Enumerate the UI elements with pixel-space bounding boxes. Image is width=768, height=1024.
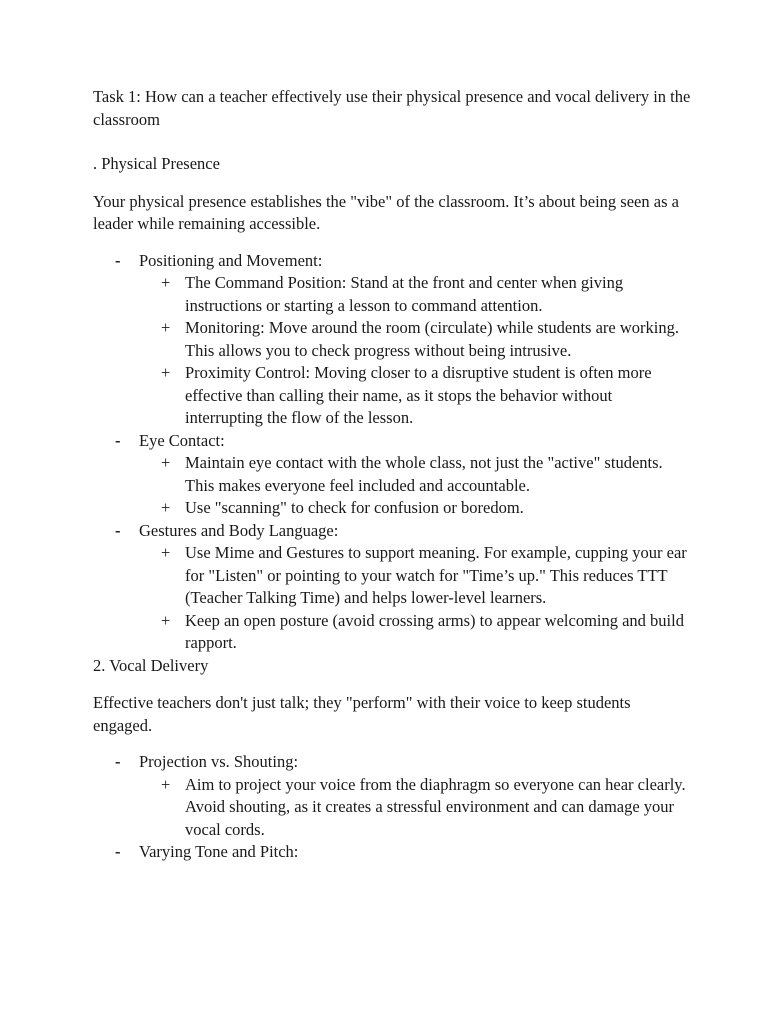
- list-item-label: Positioning and Movement:: [139, 250, 323, 270]
- plus-bullet: +: [161, 363, 171, 382]
- plus-bullet: +: [161, 543, 171, 562]
- sublist-item-text: The Command Position: Stand at the front and center when giving instructions or starting a lesson to command attention.: [185, 273, 624, 315]
- sublist-item-text: Maintain eye contact with the whole class, not just the "active" students. This makes everyone feel included and accountable.: [185, 453, 663, 495]
- list-item-label: Gestures and Body Language:: [139, 520, 339, 540]
- plus-bullet: +: [161, 610, 171, 630]
- plus-bullet: +: [161, 318, 171, 337]
- list-item: [93, 430, 693, 520]
- dash-bullet: -: [115, 520, 121, 540]
- task-title: Task 1: How can a teacher effectively use their physical presence and vocal delivery in the classroom: [93, 87, 691, 129]
- list-item: [93, 250, 693, 430]
- sublist-item-text: Keep an open posture (avoid crossing arms) to appear welcoming and build rapport.: [185, 610, 684, 652]
- list-item: [93, 520, 693, 655]
- sublist-item: [139, 362, 693, 430]
- section-intro-physical-presence: Your physical presence establishes the "vibe" of the classroom. It’s about being seen as a leader while remaining accessible.: [93, 191, 679, 233]
- sublist: [139, 452, 693, 520]
- sublist-item: [139, 610, 693, 655]
- sublist-item-text: Aim to project your voice from the diaphragm so everyone can hear clearly. Avoid shouting, as it creates a stressful environment and can damage your vocal cords.: [185, 774, 686, 839]
- physical-presence-list: [93, 250, 693, 655]
- list-item-label: Projection vs. Shouting:: [139, 752, 299, 771]
- section-intro-vocal-delivery: Effective teachers don't just talk; they "perform" with their voice to keep students engaged.: [93, 693, 631, 735]
- dash-bullet: -: [115, 752, 121, 771]
- list-item-label: Varying Tone and Pitch:: [139, 842, 299, 861]
- list-item: [93, 841, 693, 864]
- sublist-item-text: Use "scanning" to check for confusion or boredom.: [185, 498, 524, 517]
- sublist-item: [139, 774, 693, 842]
- plus-bullet: +: [161, 453, 171, 472]
- sublist-item: [139, 317, 693, 362]
- sublist-item-text: Monitoring: Move around the room (circulate) while students are working. This allows you to check progress without being intrusive.: [185, 318, 679, 360]
- sublist: [139, 272, 693, 430]
- document-page: [93, 86, 693, 864]
- dash-bullet: -: [115, 250, 121, 270]
- sublist: [139, 774, 693, 842]
- section-heading-vocal-delivery: 2. Vocal Delivery: [93, 655, 209, 675]
- sublist-item: [139, 497, 693, 520]
- sublist-item: [139, 542, 693, 610]
- plus-bullet: +: [161, 774, 171, 794]
- sublist-item-text: Proximity Control: Moving closer to a disruptive student is often more effective than calling their name, as it stops the behavior without interrupting the flow of the lesson.: [185, 363, 652, 427]
- dash-bullet: -: [115, 842, 121, 861]
- section-heading-physical-presence: . Physical Presence: [93, 154, 220, 173]
- vocal-delivery-list: [93, 751, 693, 864]
- dash-bullet: -: [115, 430, 121, 450]
- list-item-label: Eye Contact:: [139, 430, 225, 450]
- plus-bullet: +: [161, 273, 171, 292]
- sublist: [139, 542, 693, 655]
- list-item: [93, 751, 693, 841]
- plus-bullet: +: [161, 498, 171, 517]
- sublist-item-text: Use Mime and Gestures to support meaning. For example, cupping your ear for "Listen" or pointing to your watch for "Time’s up." This reduces TTT (Teacher Talking Time) and helps lower-level learners.: [185, 543, 687, 607]
- sublist-item: [139, 452, 693, 497]
- sublist-item: [139, 272, 693, 317]
